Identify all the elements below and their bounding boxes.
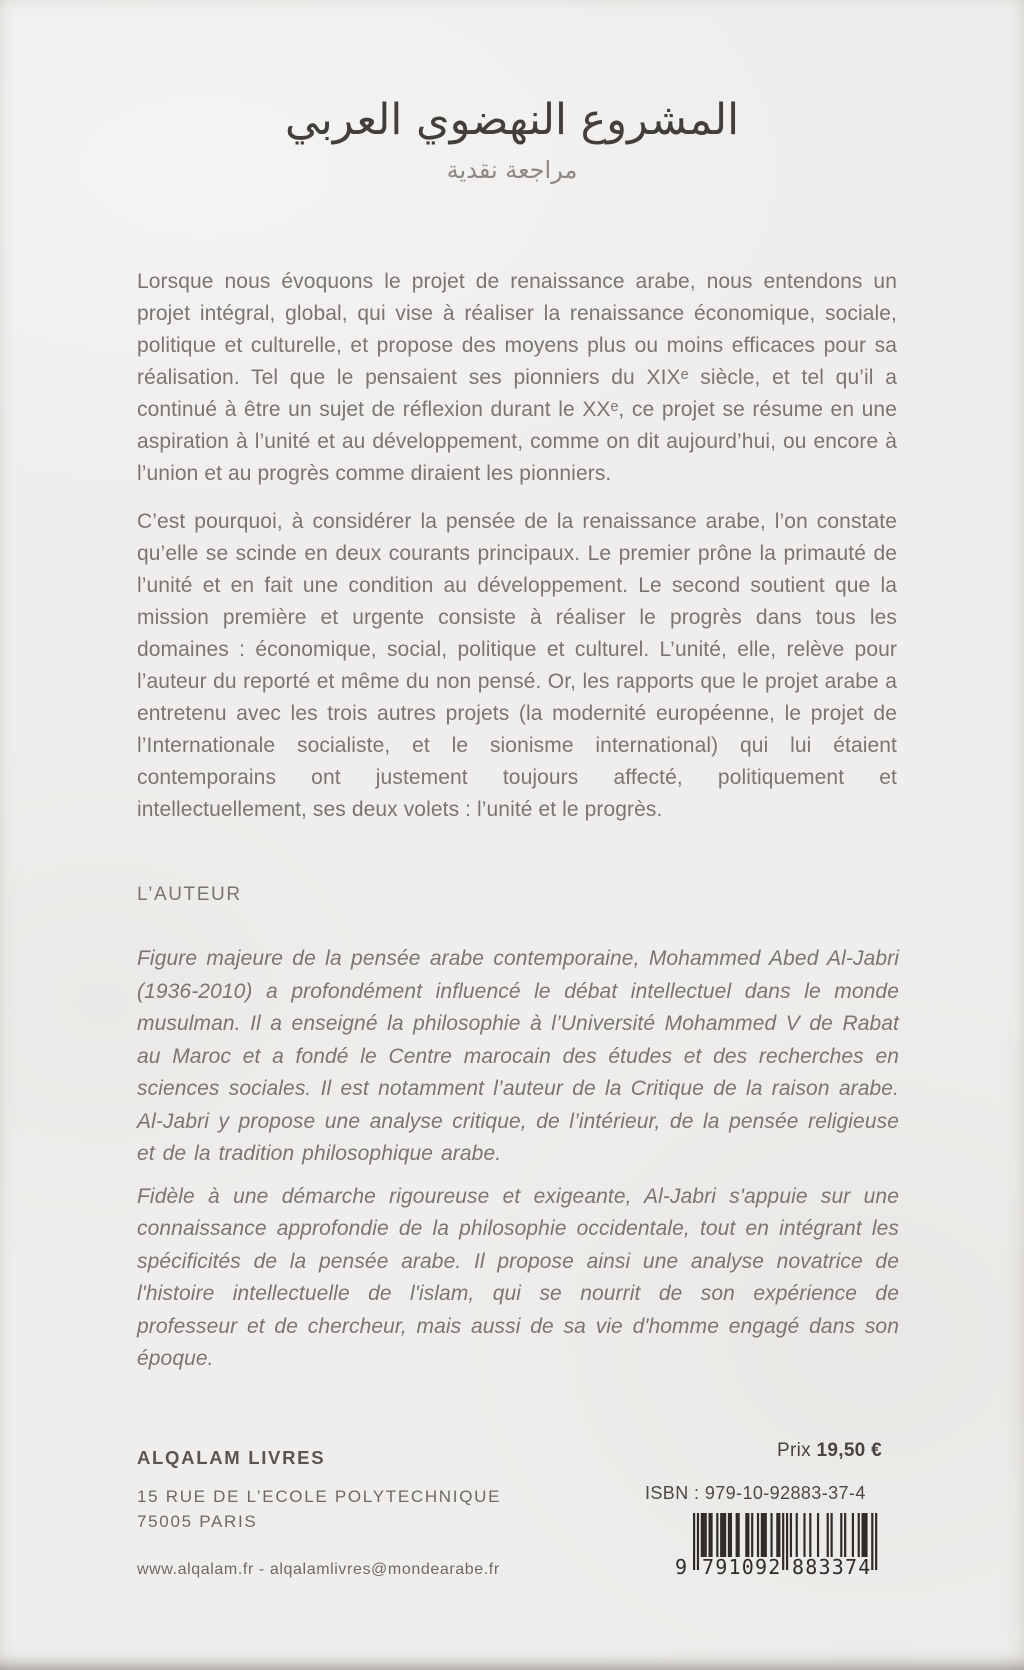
synopsis-paragraph: Lorsque nous évoquons le projet de renaissance arabe, nous entendons un projet intégral, global, qui vise à réaliser la renaissance économique, sociale, politique et culturelle, et propose des moyens plus ou moins efficaces pour sa réalisation. Tel que le pensaient ses pionniers du XIXᵉ siècle, et tel qu’il a continué à être un sujet de réflexion durant le XXᵉ, ce projet se résume en une aspiration à l’unité et au développement, comme on dit aujourd’hui, ou encore à l’union et au progrès comme diraient les pionniers. [137,270,897,485]
title-block [0,94,1024,184]
synopsis-paragraph: C’est pourquoi, à considérer la pensée de la renaissance arabe, l’on constate qu’elle se scinde en deux courants principaux. Le premier prône la primauté de l’unité et en fait une condition au développement. Le second soutient que la mission première et urgente consiste à réaliser le progrès dans tous les domaines : économique, social, politique et culturel. L’unité, elle, relève pour l’auteur du reporté et même du non pensé. Or, les rapports que le projet arabe a entretenu avec les trois autres projets (la modernité européenne, le projet de l’Internationale socialiste, et le sionisme international) qui lui étaient contemporains ont justement toujours affecté, politiquement et intellectuellement, ses deux volets : l’unité et le progrès. [137,510,897,821]
book-subtitle-arabic: مراجعة نقدية [446,155,578,184]
barcode-digit-leading: 9 [675,1555,688,1579]
book-title-arabic: المشروع النهضوي العربي [284,95,740,145]
author-section [137,884,899,1376]
isbn-line: ISBN : 979-10-92883-37-4 [645,1483,866,1503]
publisher-name: ALQALAM LIVRES [137,1447,326,1468]
price-line [642,1440,882,1462]
publisher-address-line-2: 75005 PARIS [137,1512,258,1531]
publisher-address-line-1: 15 RUE DE L’ECOLE POLYTECHNIQUE [137,1487,502,1506]
author-bio-paragraph: Figure majeure de la pensée arabe contemporaine, Mohammed Abed Al-Jabri (1936-2010) a profondément influencé le débat intellectuel dans le monde musulman. Il a enseigné la philosophie à l’Université Mohammed V de Rabat au Maroc et a fondé le Centre marocain des études et des recherches en sciences sociales. Il est notamment l’auteur de la Critique de la raison arabe. Al-Jabri y propose une analyse critique, de l’intérieur, de la pensée religieuse et de la tradition philosophique arabe. [137,947,899,1165]
synopsis-section [137,266,897,826]
price-value: 19,50 € [816,1440,882,1461]
barcode-digits-right-group: 883374 [792,1555,872,1579]
price-label: Prix [776,1440,811,1461]
barcode-digits-left-group: 791092 [702,1555,782,1579]
author-bio-paragraph: Fidèle à une démarche rigoureuse et exigeante, Al-Jabri s'appuie sur une connaissance approfondie de la philosophie occidentale, tout en intégrant les spécificités de la pensée arabe. Il propose ainsi une analyse novatrice de l'histoire intellectuelle de l'islam, qui se nourrit de son expérience de professeur et de chercheur, mais aussi de sa vie d'homme engagé dans son époque. [137,1184,899,1370]
publisher-contact-line: www.alqalam.fr - alqalamlivres@mondearabe.fr [137,1561,500,1578]
page-edge-shadow [0,1656,1024,1670]
ean13-barcode [675,1513,877,1579]
author-section-heading: L’AUTEUR [137,884,242,905]
